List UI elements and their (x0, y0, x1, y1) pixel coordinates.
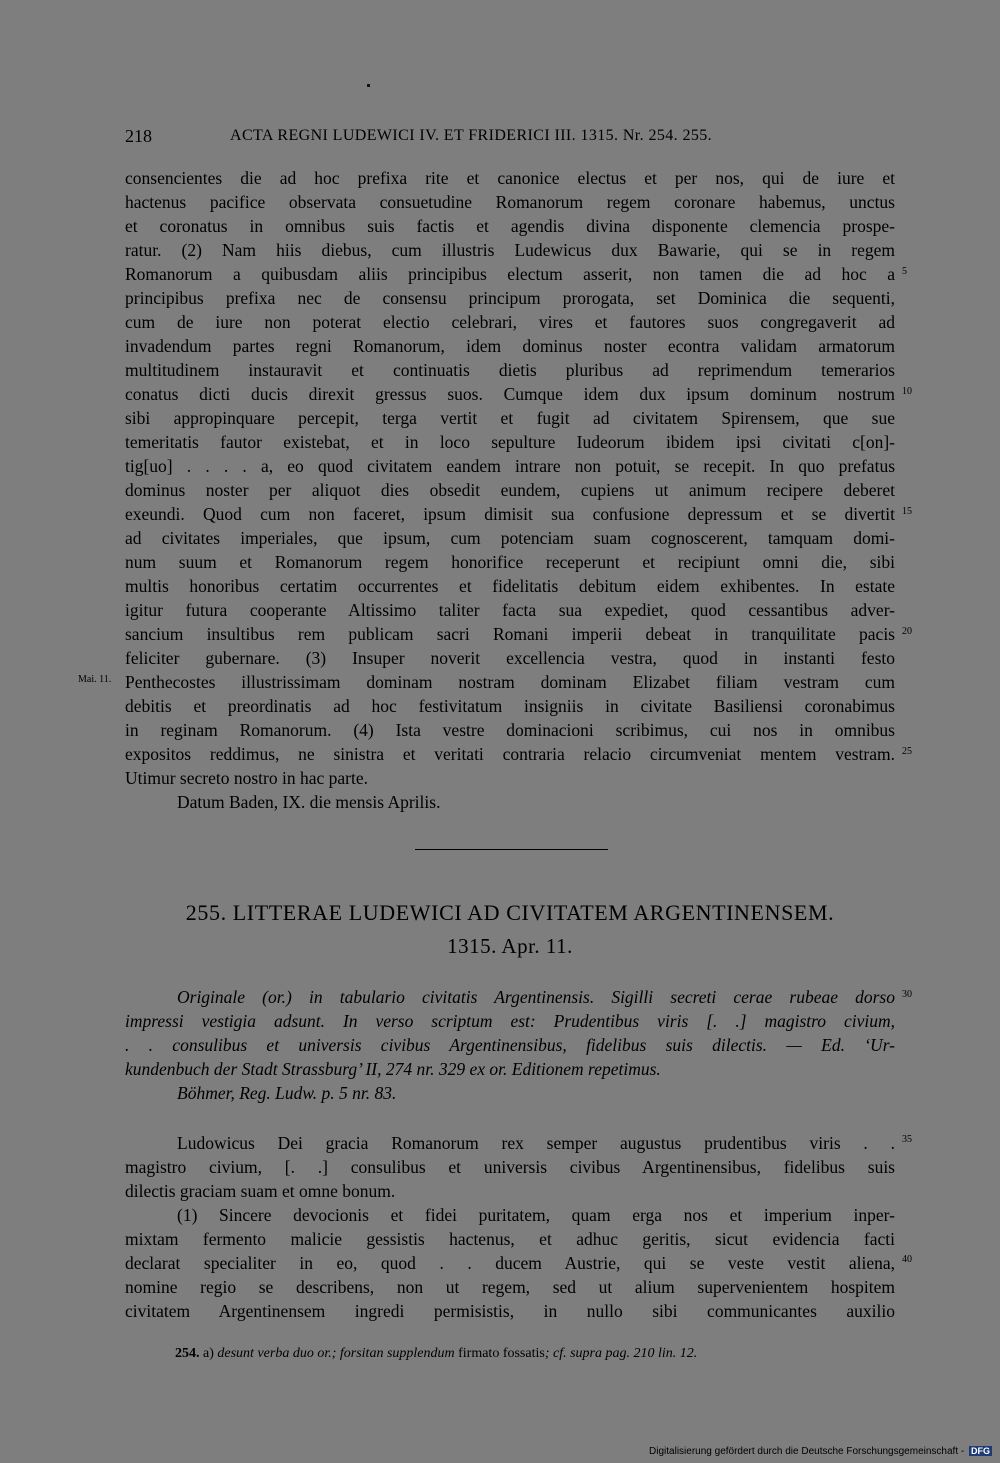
doc255-body (125, 1131, 895, 1323)
text-line: invadendum partes regni Romanorum, idem dominus noster econtra validam armatorum (125, 336, 895, 356)
source-line: impressi vestigia adsunt. In verso scriptum est: Prudentibus viris [. .] magistro civium, (125, 1011, 895, 1031)
dfg-logo: DFG (971, 1446, 990, 1456)
text-line: ratur. (2) Nam hiis diebus, cum illustris Ludewicus dux Bawarie, qui se in regem (125, 240, 895, 260)
running-head: ACTA REGNI LUDEWICI IV. ET FRIDERICI III. 1315. Nr. 254. 255. (230, 127, 713, 144)
text-line: cum de iure non poterat electio celebrari, vires et fautores suos congregaverit ad (125, 312, 895, 332)
source-line: . . consulibus et universis civibus Argentinensibus, fidelibus suis dilectis. — Ed. ‘Ur- (125, 1035, 895, 1055)
text-line: in reginam Romanorum. (4) Ista vestre dominacioni scribimus, cui nos in omnibus (125, 720, 895, 740)
line-number: 30 (902, 989, 912, 1000)
text-line: hactenus pacifice observata consuetudine Romanorum regem coronare habemus, unctus (125, 192, 895, 212)
text-line: expositos reddimus, ne sinistra et veritati contraria relacio circumveniat mentem vestram. (125, 744, 895, 764)
page-number: 218 (125, 126, 152, 146)
ink-speck (367, 84, 370, 87)
regest-reference: Böhmer, Reg. Ludw. p. 5 nr. 83. (177, 1083, 397, 1103)
source-line: kundenbuch der Stadt Strassburg’ II, 274 nr. 329 ex or. Editionem repetimus. (125, 1059, 661, 1079)
text-line: multis honoribus certatim occurrentes et fidelitatis debitum eidem exhibentes. In estate (125, 576, 895, 596)
line-number: 5 (902, 266, 907, 277)
text-line: (1) Sincere devocionis et fidei puritatem, quam erga nos et imperium inper- (177, 1205, 895, 1225)
text-line: ad civitates imperiales, que ipsum, cum potenciam suam cognoscerent, tamquam domi- (125, 528, 895, 548)
source-note (125, 985, 895, 1105)
text-line: dilectis graciam suam et omne bonum. (125, 1181, 396, 1201)
footnote-marker: a) (203, 1346, 214, 1361)
datum-line: Datum Baden, IX. die mensis Aprilis. (177, 792, 441, 812)
line-number: 10 (902, 386, 912, 397)
line-number: 40 (902, 1254, 912, 1265)
text-line: consencientes die ad hoc prefixa rite et canonice electus et per nos, qui de iure et (125, 168, 895, 188)
text-line: debitis et preordinatis ad hoc festivitatum insigniis in civitate Basiliensi coronabimus (125, 696, 895, 716)
text-line: exeundi. Quod cum non faceret, ipsum dimisit sua confusione depressum et se divertit (125, 504, 895, 524)
text-line: Penthecostes illustrissimam dominam nostram dominam Elizabet filiam vestram cum (125, 672, 895, 692)
line-number: 15 (902, 506, 912, 517)
text-line: sancium insultibus rem publicam sacri Romani imperii debeat in tranquilitate pacis (125, 624, 895, 644)
text-line: tig[uo] . . . . a, eo quod civitatem eandem intrare non potuit, se recepit. In quo prefatus (125, 456, 895, 476)
text-line: principibus prefixa nec de consensu principum prorogata, set Dominica die sequenti, (125, 288, 895, 308)
footnote (175, 1346, 697, 1362)
line-number: 20 (902, 626, 912, 637)
text-line: nomine regio se describens, non ut regem, sed ut alium supervenientem hospitem (125, 1277, 895, 1297)
section-divider (415, 849, 608, 850)
text-line: conatus dicti ducis direxit gressus suos. Cumque idem dux ipsum dominum nostrum (125, 384, 895, 404)
text-line: et coronatus in omnibus suis factis et agendis divina disponente clemencia prospe- (125, 216, 895, 236)
text-line: declarat specialiter in eo, quod . . ducem Austrie, qui se veste vestit aliena, (125, 1253, 895, 1273)
text-line: Ludowicus Dei gracia Romanorum rex semper augustus prudentibus viris . . (177, 1133, 895, 1153)
text-line: temeritatis fautor existebat, et in loco sepulture Iudeorum ibidem ipsi civitati c[on]- (125, 432, 895, 452)
text-line: Romanorum a quibusdam aliis principibus electum asserit, non tamen die ad hoc a (125, 264, 895, 284)
text-line: igitur futura cooperante Altissimo taliter facta sua expediet, quod cessantibus adver- (125, 600, 895, 620)
funding-credit (649, 1446, 992, 1457)
page-header (125, 126, 785, 150)
text-line: feliciter gubernare. (3) Insuper noverit excellencia vestra, quod in instanti festo (125, 648, 895, 668)
text-line: Utimur secreto nostro in hac parte. (125, 768, 368, 788)
text-line: magistro civium, [. .] consulibus et universis civibus Argentinensibus, fidelibus suis (125, 1157, 895, 1177)
document-title: 255. LITTERAE LUDEWICI AD CIVITATEM ARGENTINENSEM. (185, 900, 835, 925)
credit-text: Digitalisierung gefördert durch die Deutsche Forschungsgemeinschaft - (649, 1446, 965, 1457)
text-line: sibi appropinquare percepit, terga vertit et fugit ad civitatem Spirensem, que sue (125, 408, 895, 428)
text-line: mixtam fermento malicie gessistis hactenus, et adhuc geritis, sicut evidencia facti (125, 1229, 895, 1249)
footnote-number: 254. (175, 1346, 200, 1361)
line-number: 25 (902, 746, 912, 757)
text-line: dominus noster per aliquot dies obsedit eundem, cupiens ut animum recipere deberet (125, 480, 895, 500)
footnote-text: firmato fossatis (458, 1346, 545, 1361)
footnote-text: ; cf. supra pag. 210 lin. 12. (544, 1346, 698, 1361)
footnote-text: desunt verba duo or.; forsitan supplendum (217, 1346, 455, 1361)
text-line: civitatem Argentinensem ingredi permisistis, in nullo sibi communicantes auxilio (125, 1301, 895, 1321)
document-date: 1315. Apr. 11. (447, 934, 573, 958)
source-line: Originale (or.) in tabulario civitatis Argentinensis. Sigilli secreti cerae rubeae dorso (177, 987, 895, 1007)
margin-date-note: Mai. 11. (78, 674, 112, 685)
line-number: 35 (902, 1134, 912, 1145)
text-line: num suum et Romanorum regem honorifice receperunt et recipiunt omni die, sibi (125, 552, 895, 572)
text-line: multitudinem instauravit et continuatis dietis pluribus ad reprimendum temerarios (125, 360, 895, 380)
doc254-body (125, 166, 895, 814)
